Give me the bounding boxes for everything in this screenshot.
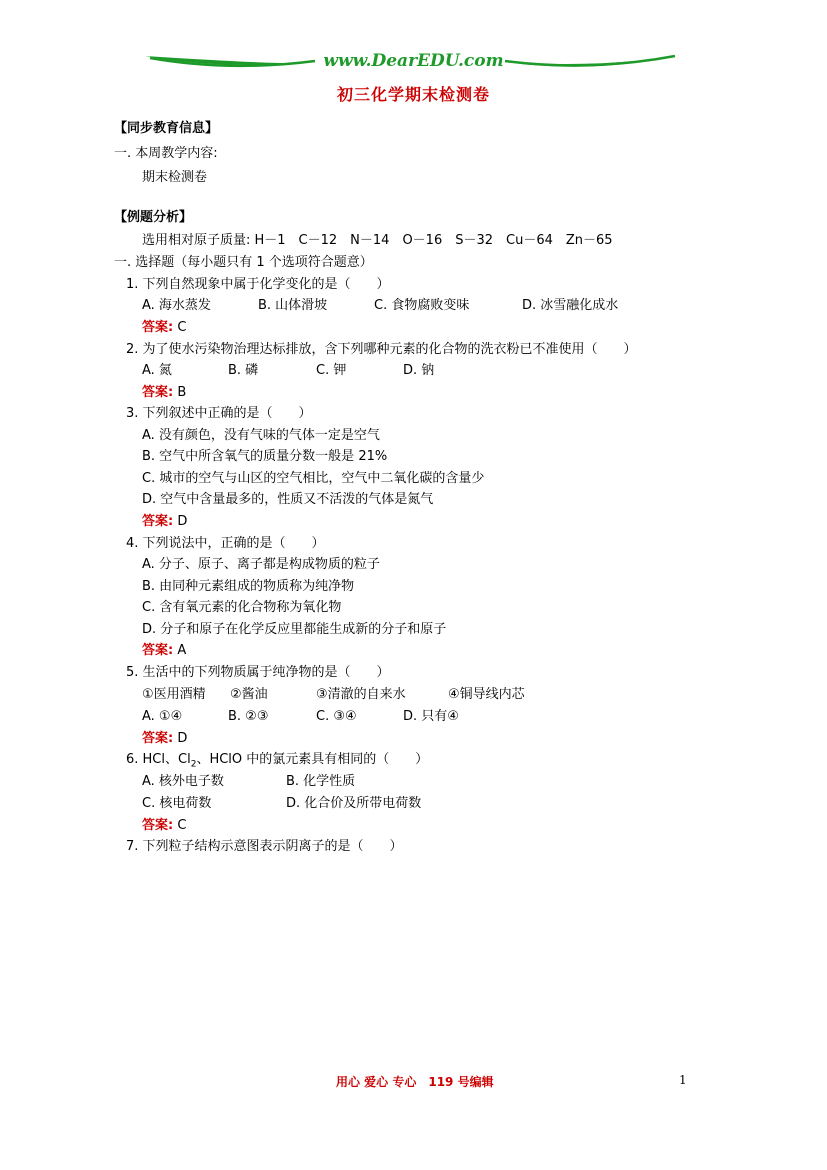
page-number: 1	[679, 1073, 687, 1087]
question-1-stem: 1. 下列自然现象中属于化学变化的是（ ）	[126, 277, 390, 292]
q5-item-3: ③清澈的自来水	[316, 687, 406, 702]
q3-answer: 答案: D	[142, 514, 188, 529]
q4-option-b: B. 由同种元素组成的物质称为纯净物	[142, 579, 355, 594]
question-7-stem: 7. 下列粒子结构示意图表示阴离子的是（ ）	[126, 839, 403, 854]
info-heading: 【同步教育信息】	[114, 121, 219, 136]
footer-slogan: 用心 爱心 专心 119 号编辑	[336, 1075, 494, 1089]
question-3-stem: 3. 下列叙述中正确的是（ ）	[126, 406, 312, 421]
q5-option-c: C. ③④	[316, 709, 357, 724]
q3-option-b: B. 空气中所含氧气的质量分数一般是 21%	[142, 449, 388, 464]
q1-answer: 答案: C	[142, 320, 187, 335]
q2-option-d: D. 钠	[403, 363, 435, 378]
q3-option-d: D. 空气中含量最多的，性质又不活泼的气体是氮气	[142, 492, 434, 507]
q6-option-b: B. 化学性质	[286, 774, 356, 789]
q6-option-d: D. 化合价及所带电荷数	[286, 796, 422, 811]
q6-option-c: C. 核电荷数	[142, 796, 212, 811]
q5-item-1: ①医用酒精	[142, 687, 206, 702]
q2-answer: 答案: B	[142, 385, 187, 400]
q4-option-d: D. 分子和原子在化学反应里都能生成新的分子和原子	[142, 622, 447, 637]
site-banner: www.DearEDU.com	[323, 51, 504, 71]
content-item: 一. 本周教学内容:	[114, 146, 218, 161]
analysis-heading: 【例题分析】	[114, 210, 193, 225]
q4-answer: 答案: A	[142, 643, 187, 658]
question-6-stem: 6. HCl、$Cl_2$、HClO 中的氯元素具有相同的（ ）	[126, 752, 429, 770]
q5-item-4: ④铜导线内芯	[448, 687, 525, 702]
q5-option-a: A. ①④	[142, 709, 183, 724]
q5-option-b: B. ②③	[228, 709, 269, 724]
q2-option-a: A. 氮	[142, 363, 172, 378]
q1-option-c: C. 食物腐败变味	[374, 298, 470, 313]
question-4-stem: 4. 下列说法中，正确的是（ ）	[126, 536, 325, 551]
q2-option-c: C. 钾	[316, 363, 347, 378]
q3-option-c: C. 城市的空气与山区的空气相比，空气中二氧化碳的含量少	[142, 471, 485, 486]
q3-option-a: A. 没有颜色，没有气味的气体一定是空气	[142, 428, 380, 443]
question-5-stem: 5. 生活中的下列物质属于纯净物的是（ ）	[126, 665, 390, 680]
page-title: 初三化学期末检测卷	[336, 85, 490, 104]
q2-option-b: B. 磷	[228, 363, 259, 378]
choice-heading: 一. 选择题（每小题只有 1 个选项符合题意）	[114, 255, 373, 270]
q5-item-2: ②酱油	[230, 687, 268, 702]
atomic-mass-line: 选用相对原子质量: H－1 C－12 N－14 O－16 S－32 Cu－64 Zn－65	[142, 233, 613, 248]
q4-option-c: C. 含有氧元素的化合物称为氧化物	[142, 600, 342, 615]
q5-option-d: D. 只有④	[403, 709, 459, 724]
q1-option-b: B. 山体滑坡	[258, 298, 328, 313]
question-2-stem: 2. 为了使水污染物治理达标排放，含下列哪种元素的化合物的洗衣粉已不准使用（ ）	[126, 342, 637, 357]
q6-answer: 答案: C	[142, 818, 187, 833]
q1-option-a: A. 海水蒸发	[142, 298, 211, 313]
q4-option-a: A. 分子、原子、离子都是构成物质的粒子	[142, 557, 380, 572]
content-value: 期末检测卷	[142, 170, 208, 185]
q6-option-a: A. 核外电子数	[142, 774, 224, 789]
q5-answer: 答案: D	[142, 731, 188, 746]
q1-option-d: D. 冰雪融化成水	[522, 298, 619, 313]
